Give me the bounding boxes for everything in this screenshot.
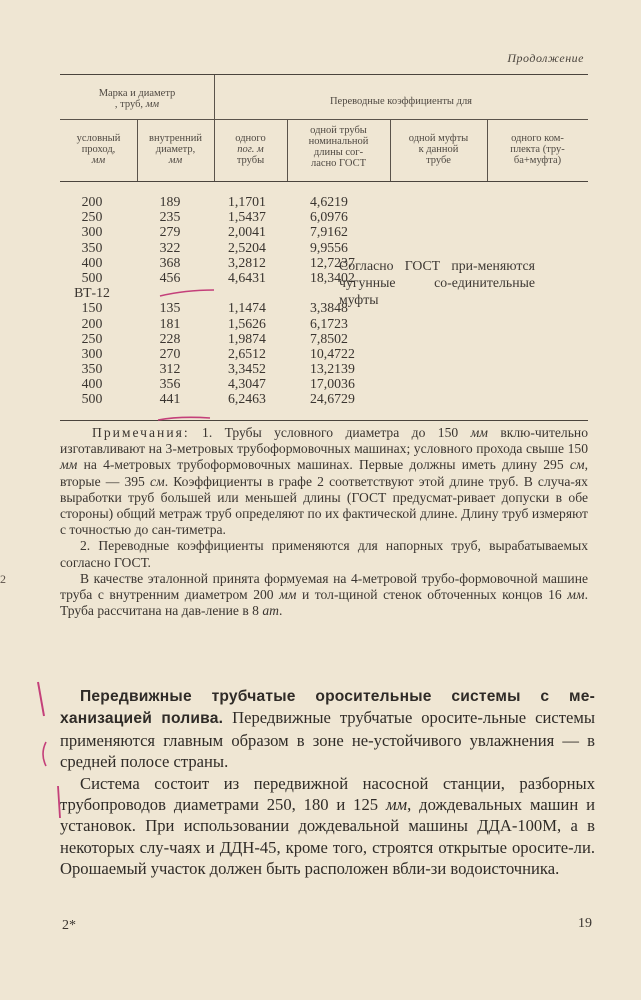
cell-inner-diameter: 441 [159,391,181,407]
cell-coef-per-meter: 3,2812 [228,254,266,270]
cell-inner-diameter: 322 [159,239,181,255]
cell-nominal-bore: 400 [81,254,103,270]
pen-underline-441 [158,417,210,420]
pen-margin-mark-1 [38,682,44,716]
cell-coef-per-meter: 4,3047 [228,376,266,392]
cell-nominal-bore: 350 [81,361,103,377]
cell-coef-per-pipe: 3,3848 [310,300,348,316]
cell-inner-diameter: 228 [159,330,181,346]
cell-coef-per-pipe: 7,8502 [310,330,348,346]
cell-inner-diameter: 270 [159,345,181,361]
page-number: 19 [578,916,592,931]
cell-nominal-bore: 350 [81,239,103,255]
cell-inner-diameter: 135 [159,300,181,316]
cell-coef-per-pipe: 10,4722 [310,345,355,361]
cell-coef-per-pipe: 7,9162 [310,224,348,240]
margin-mark: 2 [0,572,6,586]
cell-coef-per-meter: 1,1701 [228,194,266,209]
cell-coef-per-pipe: 4,6219 [310,194,348,209]
cell-nominal-bore: 150 [81,300,103,316]
header-nominal-bore: условный проход, мм [76,133,121,166]
cell-coef-per-pipe: 6,0976 [310,209,348,225]
cell-inner-diameter: 279 [159,224,181,240]
cell-coef-per-meter: 3,3452 [228,361,266,377]
cell-nominal-bore: 250 [81,330,103,346]
header-inner-diameter: внутренний диаметр, мм [149,133,202,166]
cell-nominal-bore: 200 [81,194,103,209]
cell-coef-per-meter: 2,6512 [228,345,266,361]
cell-coef-per-pipe: 13,2139 [310,361,355,377]
note-1: Примечания: 1. Трубы условного диаметра до 150 мм вклю-чительно изготавливают на 3-метровых трубоформовочных машинах; условного прохода свыше 150 мм на 4-метровых трубоформовочных машинах. Первые должны иметь длину 295 см, вторые — 395 см. Коэффициенты в графе 2 соответствуют этой длине труб. В случа-ях выработки труб большей или меньшей длины (ГОСТ предусмат-ривает допуски в обе стороны) общий метраж труб определяют по их фактической длине. Длину труб измеряют с точностью до сан-тиметра. [60,425,588,538]
cell-inner-diameter: 189 [159,194,181,209]
cell-coef-per-meter: 6,2463 [228,391,266,407]
cell-coef-per-meter: 1,5437 [228,209,266,225]
cell-nominal-bore: 300 [81,224,103,240]
cell-nominal-bore: 400 [81,376,103,392]
cell-coef-per-pipe: 12,7237 [310,254,355,270]
header-per-pipe: одной трубы номинальной длины сог- ласно ГОСТ [308,125,369,169]
cell-nominal-bore: 300 [81,345,103,361]
pen-underline-456 [160,290,214,296]
cell-coef-per-pipe: 24,6729 [310,391,355,407]
cell-coef-per-pipe: 18,3402 [310,269,355,285]
cell-nominal-bore: 500 [81,269,103,285]
paragraph-system-composition: Система состоит из передвижной насосной станции, разборных трубопроводов диаметрами 250, 180 и 125 мм, дождевальных машин и установок. При использовании дождевальной машины ДДА-100М, а в некоторых слу-чаях и ДДН-45, кроме того, строятся открытые оросите-ли. Орошаемый участок должен быть расположен вбли-зи водоисточника. [60,773,595,879]
pen-margin-mark-3 [58,786,60,818]
cell-inner-diameter: 368 [159,254,181,270]
signature-mark: 2* [62,918,76,933]
cell-nominal-bore: 500 [81,391,103,407]
section-heading: Передвижные трубчатые оросительные системы с ме-ханизацией полива. [60,688,595,728]
note-3: В качестве эталонной принята формуемая на 4-метровой трубо-формовочной машине труба с внутренним диаметром 200 мм и тол-щиной стенок обточенных концов 16 мм. Труба рассчитана на дав-ление в 8 ат. [60,570,588,619]
header-brand-diameter: Марка и диаметр , труб, мм [98,88,176,110]
paragraph-mobile-systems: Передвижные трубчатые оросительные системы с ме-ханизацией полива. Передвижные трубчатые оросите-льные системы применяются главным образом в зоне не-устойчивого увлажнения — в средней полосе страны. [60,688,595,772]
cell-coef-per-pipe: 17,0036 [310,376,355,392]
header-per-coupling: одной муфты к данной трубе [408,133,469,166]
cell-inner-diameter: 235 [159,209,181,225]
header-per-meter: одного пог. м трубы [235,133,266,166]
cell-nominal-bore: 200 [81,315,103,331]
cell-inner-diameter: 181 [159,315,181,331]
cell-inner-diameter: 312 [159,361,181,377]
pen-margin-mark-2 [43,742,46,766]
cell-coef-per-meter: 4,6431 [228,269,266,285]
cell-coef-per-meter: 1,5626 [228,315,266,331]
cell-coef-per-meter: 1,1474 [228,300,266,316]
header-per-set: одного ком- плекта (тру- ба+муфта) [510,133,565,166]
cell-inner-diameter: 456 [159,269,181,285]
cell-coef-per-meter: 2,0041 [228,224,266,240]
cell-coef-per-pipe: 9,9556 [310,239,348,255]
cell-nominal-bore: ВТ-12 [74,285,110,301]
cell-inner-diameter: 356 [159,376,181,392]
cell-coef-per-meter: 1,9874 [228,330,266,346]
cell-coef-per-meter: 2,5204 [228,239,266,255]
header-coefficients: Переводные коэффициенты для [329,96,473,107]
cell-nominal-bore: 250 [81,209,103,225]
gost-note: Согласно ГОСТ при-меняются чугунные со-единительные муфты [339,258,535,307]
continuation-label: Продолжение [507,51,584,65]
note-2: 2. Переводные коэффициенты применяются для напорных труб, вырабатываемых согласно ГОСТ. [60,538,588,570]
cell-coef-per-pipe: 6,1723 [310,315,348,331]
